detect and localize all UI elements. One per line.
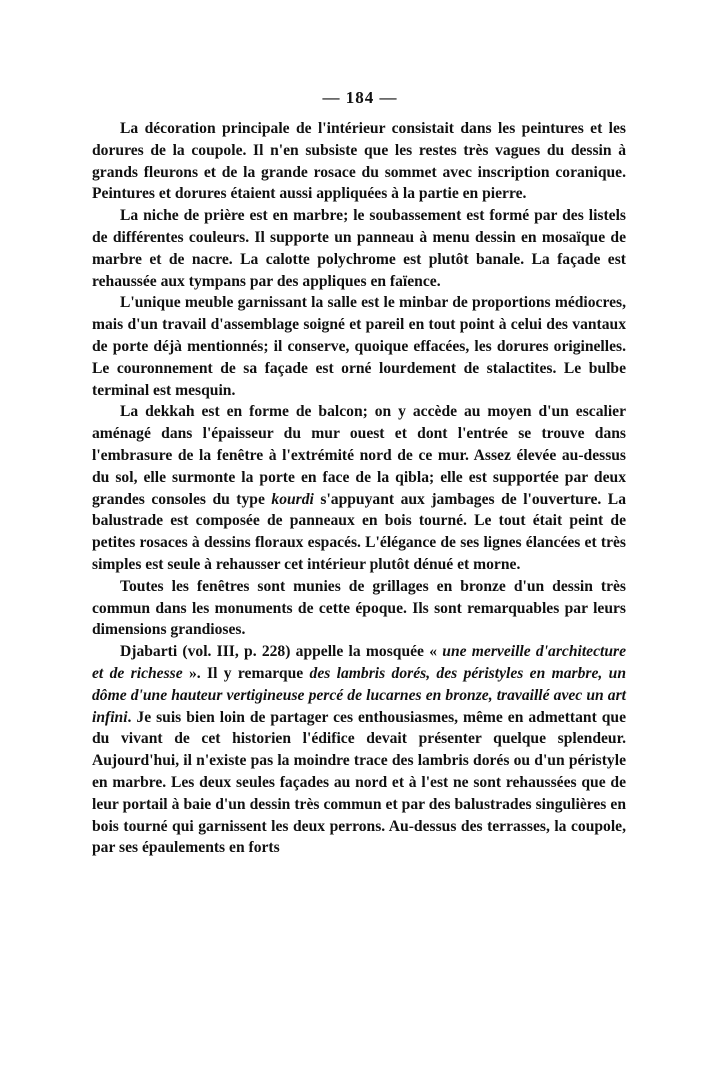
page-number: — 184 — xyxy=(322,88,398,107)
paragraph xyxy=(92,401,626,575)
text-run: s'appuyant aux jambages de l'ouverture. La balustrade est composée de panneaux en bois tourné. Le tout était peint de petites rosaces à dessins floraux espacés. L'élégance de ses lignes élancées et très simples est seule à rehausser cet intérieur plutôt dénué et morne. xyxy=(92,490,626,573)
text-run: Toutes les fenêtres sont munies de grillages en bronze d'un dessin très commun dans les monuments de cette époque. Ils sont remarquables par leurs dimensions grandioses. xyxy=(92,577,626,639)
italic-text-run: une merveille d'architecture et de richesse xyxy=(92,643,626,682)
italic-text-run: kourdi xyxy=(271,490,314,508)
paragraph xyxy=(92,118,626,205)
text-run: Djabarti (vol. III, p. 228) appelle la mosquée « xyxy=(120,643,443,661)
text-run: L'unique meuble garnissant la salle est le minbar de proportions médiocres, mais d'un travail d'assemblage soigné et pareil en tout point à celui des vantaux de porte déjà mentionnés; il conserve, quoique effacées, les dorures originelles. Le couronnement de sa façade est orné lourdement de stalactites. Le bulbe terminal est mesquin. xyxy=(92,294,626,399)
paragraph xyxy=(92,641,626,859)
text-run: La niche de prière est en marbre; le soubassement est formé par des listels de différentes couleurs. Il supporte un panneau à menu dessin en mosaïque de marbre et de nacre. La calotte polychrome est plutôt banale. La façade est rehaussée aux tympans par des appliques en faïence. xyxy=(92,207,626,290)
paragraph xyxy=(92,205,626,292)
body-text xyxy=(92,118,626,859)
italic-text-run: des lambris dorés, des péristyles en marbre, un dôme d'une hauteur vertigineuse percé de lucarnes en bronze, travaillé avec un art infini xyxy=(92,664,626,726)
text-run: ». Il y remarque xyxy=(182,664,310,682)
paragraph xyxy=(92,576,626,641)
text-run: La dekkah est en forme de balcon; on y accède au moyen d'un escalier aménagé dans l'épaisseur du mur ouest et dont l'entrée se trouve dans l'embrasure de la fenêtre à l'extrémité nord de ce mur. Assez élevée au-dessus du sol, elle surmonte la porte en face de la qibla; elle est supportée par deux grandes consoles du type xyxy=(92,403,626,508)
paragraph xyxy=(92,292,626,401)
text-run: . Je suis bien loin de partager ces enthousiasmes, même en admettant que du vivant de cet historien l'édifice devait présenter quelque splendeur. Aujourd'hui, il n'existe pas la moindre trace des lambris dorés ou d'un péristyle en marbre. Les deux seules façades au nord et à l'est ne sont rehaussées que de leur portail à baie d'un dessin très commun et par des balustrades singulières en bois tourné qui garnissent les deux perrons. Au-dessus des terrasses, la coupole, par ses épaulements en forts xyxy=(92,708,626,857)
text-run: La décoration principale de l'intérieur consistait dans les peintures et les dorures de la coupole. Il n'en subsiste que les restes très vagues du dessin à grands fleurons et de la grande rosace du sommet avec inscription coranique. Peintures et dorures étaient aussi appliquées à la partie en pierre. xyxy=(92,120,626,203)
